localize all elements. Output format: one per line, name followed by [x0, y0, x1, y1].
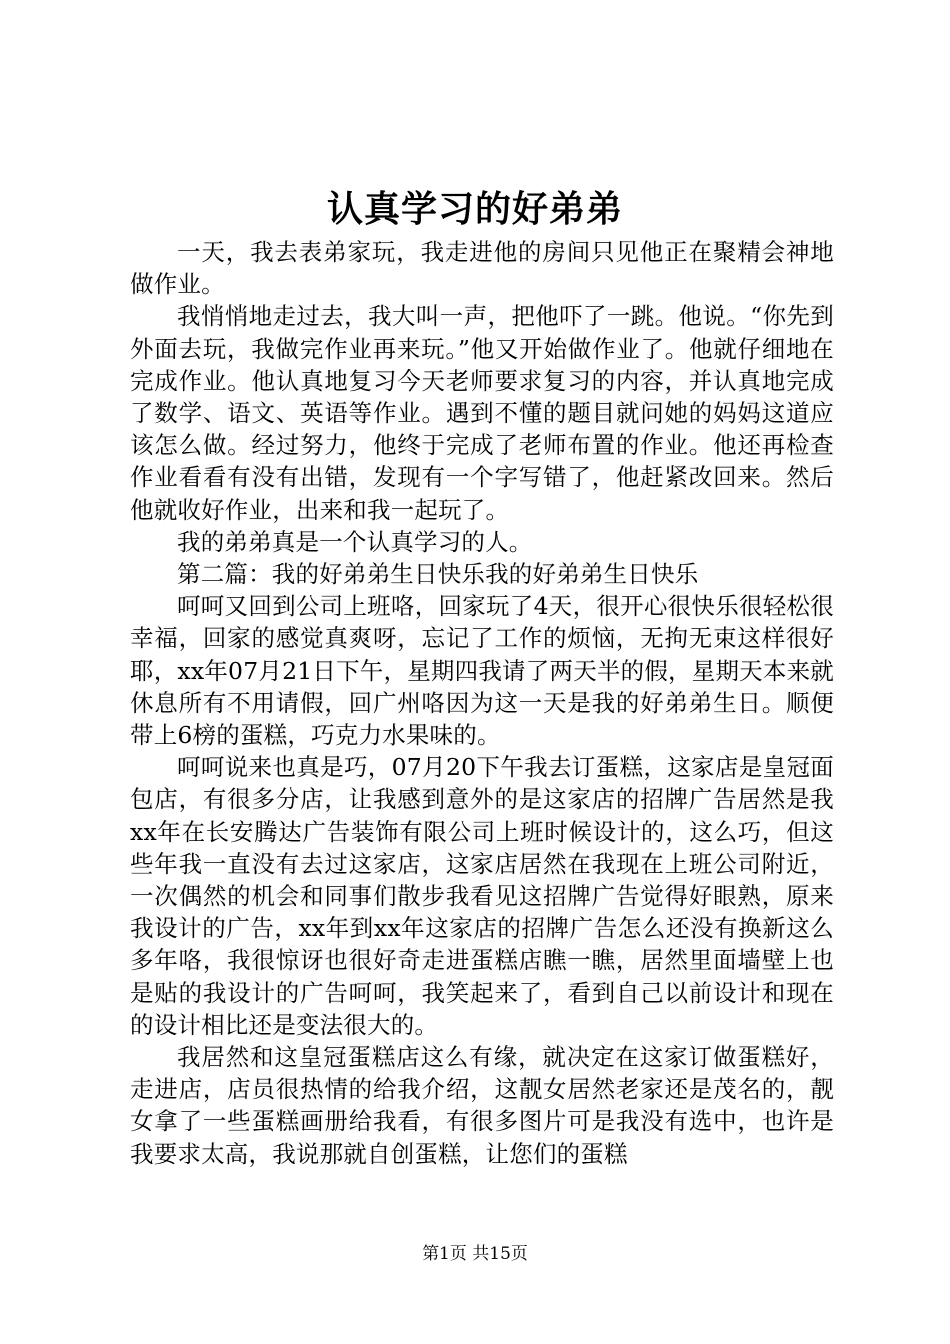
paragraph-1: 一天，我去表弟家玩，我走进他的房间只见他正在聚精会神地做作业。	[130, 238, 834, 299]
document-body	[130, 236, 834, 1170]
paragraph-3: 我的弟弟真是一个认真学习的人。	[177, 527, 533, 556]
section-heading: 第二篇：我的好弟弟生日快乐我的好弟弟生日快乐	[177, 560, 699, 589]
paragraph-6: 我居然和这皇冠蛋糕店这么有缘，就决定在这家订做蛋糕好，走进店，店员很热情的给我介绍，这靓女居然老家还是茂名的，靓女拿了一些蛋糕画册给我看，有很多图片可是我没有选中，也许是我要求太高，我说那就自创蛋糕，让您们的蛋糕	[130, 1043, 834, 1168]
paragraph-2: 我悄悄地走过去，我大叫一声，把他吓了一跳。他说。“你先到外面去玩，我做完作业再来玩。”他又开始做作业了。他就仔细地在完成作业。他认真地复习今天老师要求复习的内容，并认真地完成了数学、语文、英语等作业。遇到不懂的题目就问她的妈妈这道应该怎么做。经过努力，他终于完成了老师布置的作业。他还再检查作业看看有没有出错，发现有一个字写错了，他赶紧改回来。然后他就收好作业，出来和我一起玩了。	[130, 302, 834, 524]
page-number-footer: 第1页 共15页	[422, 1244, 528, 1264]
document-title: 认真学习的好弟弟	[326, 188, 623, 230]
paragraph-4: 呵呵又回到公司上班咯，回家玩了4天，很开心很快乐很轻松很幸福，回家的感觉真爽呀，忘记了工作的烦恼，无拘无束这样很好耶，xx年07月21日下午，星期四我请了两天半的假，星期天本来就休息所有不用请假，回广州咯因为这一天是我的好弟弟生日。顺便带上6榜的蛋糕，巧克力水果味的。	[130, 592, 834, 750]
paragraph-5: 呵呵说来也真是巧，07月20下午我去订蛋糕，这家店是皇冠面包店，有很多分店，让我感到意外的是这家店的招牌广告居然是我xx年在长安腾达广告装饰有限公司上班时候设计的，这么巧，但这些年我一直没有去过这家店，这家店居然在我现在上班公司附近，一次偶然的机会和同事们散步我看见这招牌广告觉得好眼熟，原来我设计的广告，xx年到xx年这家店的招牌广告怎么还没有换新这么多年咯，我很惊讶也很好奇走进蛋糕店瞧一瞧，居然里面墙壁上也是贴的我设计的广告呵呵，我笑起来了，看到自己以前设计和现在的设计相比还是变法很大的。	[130, 753, 834, 1039]
